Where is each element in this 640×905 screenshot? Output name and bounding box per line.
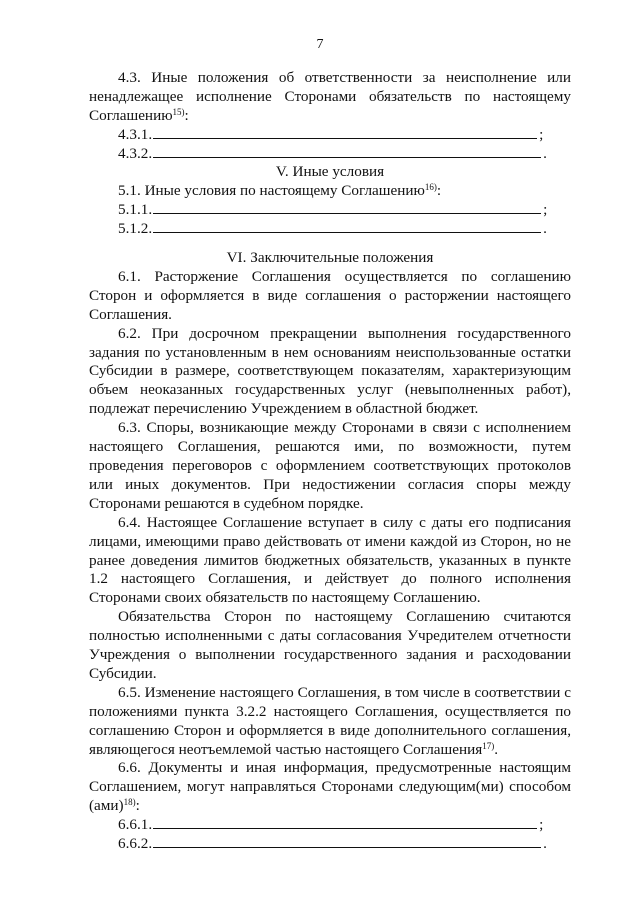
blank-line: [153, 835, 541, 848]
section-6: [89, 249, 571, 854]
section-5: [89, 163, 571, 239]
fill-line-6-6-1: 6.6.1. ;: [118, 816, 544, 834]
blank-line: [153, 126, 537, 139]
section-5-title: V. Иные условия: [275, 163, 385, 180]
footnote-ref: 18): [123, 797, 136, 808]
clause-6-1: 6.1. Расторжение Соглашения осуществляется по соглашению Сторон и оформляется в виде соглашения о расторжении настоящего Соглашения.: [89, 267, 571, 323]
clause-5-1: 5.1. Иные условия по настоящему Соглашению$^{16)}$:: [118, 181, 442, 199]
fill-line-4-3-1: 4.3.1. ;: [118, 125, 544, 143]
item-label: 5.1.2.: [118, 219, 153, 237]
clause-6-4-obligations: Обязательства Сторон по настоящему Соглашению считаются полностью исполненными с даты согласования Учредителем отчетности Учреждения о выполнении государственного задания и расходовании Субсидии.: [89, 608, 571, 682]
fill-line-5-1-2: 5.1.2. .: [118, 219, 547, 237]
page-number: 7: [316, 37, 324, 52]
clause-6-5: 6.5. Изменение настоящего Соглашения, в том числе в соответствии с положениями пункта 3.2.2 настоящего Соглашения, осуществляется по соглашению Сторон и оформляется в виде дополнительного соглашения, являющегося неотъемлемой частью настоящего Соглашения$^{17)}$.: [89, 683, 571, 758]
footnote-ref: 16): [424, 181, 437, 192]
fill-line-5-1-1: 5.1.1. ;: [118, 200, 548, 218]
blank-line: [153, 145, 541, 158]
clause-4-3-line1: 4.3. Иные положения об ответственности за неисполнение или: [118, 69, 571, 86]
clause-4-3-line3: Соглашению$^{15)}$:: [89, 106, 189, 124]
fill-line-6-6-2: 6.6.2. .: [118, 835, 547, 853]
clause-6-3: 6.3. Споры, возникающие между Сторонами в связи с исполнением настоящего Соглашения, решаются ими, по возможности, путем проведения переговоров с оформлением соответствующих протоколов или иных документов. При недостижении согласия споры между Сторонами решаются в судебном порядке.: [89, 419, 571, 512]
footnote-ref: 15): [172, 106, 185, 117]
footnote-ref: 17): [482, 740, 495, 751]
clause-4-3-line2: ненадлежащее исполнение Сторонами обязательств по настоящему: [89, 87, 571, 105]
blank-line: [153, 220, 541, 233]
section-6-title: VI. Заключительные положения: [226, 249, 434, 266]
blank-line: [153, 816, 537, 829]
clause-6-4: 6.4. Настоящее Соглашение вступает в силу с даты его подписания лицами, имеющими право действовать от имени каждой из Сторон, но не ранее доведения лимитов бюджетных обязательств, указанных в пункте 1.2 настоящего Соглашения, и действует до полного исполнения Сторонами своих обязательств по настоящему Соглашению.: [89, 513, 571, 607]
section-4-3: [89, 69, 571, 164]
clause-6-6: 6.6. Документы и иная информация, предусмотренные настоящим Соглашением, могут направляться Сторонами следующим(ми) способом (ами)$^{18)}$:: [89, 759, 571, 815]
fill-line-4-3-2: 4.3.2. .: [118, 144, 547, 162]
clause-6-2: 6.2. При досрочном прекращении выполнения государственного задания по установленным в нем основаниям неиспользованные остатки Субсидии в размере, соответствующем показателям, характеризующим объем неоказанных государственных услуг (невыполненных работ), подлежат перечислению Учреждением в областной бюджет.: [89, 324, 571, 418]
blank-line: [153, 201, 541, 214]
item-label: 4.3.2.: [118, 144, 153, 162]
item-label: 5.1.1.: [118, 200, 153, 218]
item-label: 6.6.1.: [118, 816, 153, 834]
item-label: 4.3.1.: [118, 125, 153, 143]
item-label: 6.6.2.: [118, 835, 153, 853]
